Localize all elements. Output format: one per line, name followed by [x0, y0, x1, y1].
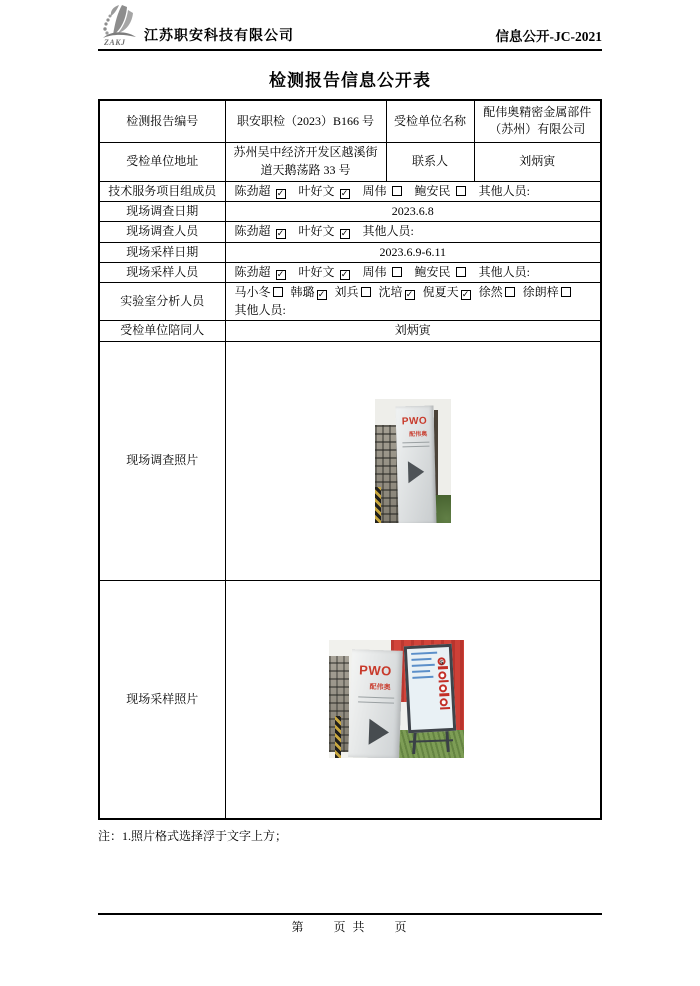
- team-label: 技术服务项目组成员: [99, 181, 225, 201]
- prohibition-sign-icon: [439, 684, 447, 692]
- staff-member: [235, 184, 286, 198]
- logo-text: ZAKJ: [104, 38, 126, 47]
- staff-member: [423, 285, 471, 299]
- document-header: [98, 0, 602, 48]
- staff-member: [415, 265, 466, 279]
- table-row: [99, 100, 601, 142]
- board-text-line: [412, 670, 430, 673]
- other-staff-label: 其他人员:: [234, 302, 286, 317]
- survey-staff-cell: [225, 222, 601, 242]
- sampling-photo-cell: [225, 580, 601, 819]
- table-row: [99, 341, 601, 580]
- table-row: [99, 580, 601, 819]
- footnote: 注：1.照片格式选择浮于文字上方；: [98, 829, 288, 844]
- team-members-cell: [225, 181, 601, 201]
- table-row: [99, 242, 601, 262]
- prohibition-sign-icon: [438, 671, 446, 679]
- checkbox-unchecked-icon: [361, 287, 371, 297]
- right-arrow-icon: [408, 461, 425, 483]
- sign-small-text: [358, 697, 394, 699]
- staff-member: [235, 285, 283, 299]
- page-title: 检测报告信息公开表: [269, 71, 431, 90]
- lab-staff-label: 实验室分析人员: [99, 283, 225, 321]
- table-row: [99, 142, 601, 181]
- checkbox-unchecked-icon: [273, 287, 283, 297]
- board-text-line: [412, 664, 435, 667]
- staff-member: [363, 184, 402, 198]
- other-staff-label: 其他人员:: [478, 265, 530, 280]
- prohibition-sign-icon: [440, 698, 448, 706]
- unit-name-label: 受检单位名称: [386, 100, 474, 142]
- table-row: [99, 283, 601, 321]
- table-row: [99, 263, 601, 283]
- survey-date-label: 现场调查日期: [99, 201, 225, 221]
- striped-pole: [375, 487, 381, 523]
- contact-value: 刘炳寅: [474, 142, 601, 181]
- page-number-text: 第 页 共 页: [291, 920, 409, 934]
- staff-member: [363, 265, 402, 279]
- staff-member-name: 陈劲超: [234, 183, 271, 198]
- staff-member: [299, 184, 350, 198]
- staff-member-name: 周伟: [362, 183, 387, 198]
- prohibition-signs: [438, 657, 451, 711]
- checkbox-unchecked-icon: [392, 267, 402, 277]
- staff-member-name: 徐然: [478, 285, 503, 300]
- site-survey-photo: [375, 399, 451, 523]
- sign-small-text: [358, 702, 394, 704]
- staff-member: [523, 285, 571, 299]
- staff-member: [235, 265, 286, 279]
- sign-small-text: [402, 441, 429, 443]
- staff-member-name: 刘兵: [334, 285, 359, 300]
- staff-member: [299, 224, 350, 238]
- survey-photo-label: 现场调查照片: [99, 341, 225, 580]
- company-logo-icon: [98, 2, 142, 48]
- checkbox-checked-icon: ✓: [405, 290, 414, 301]
- sampling-staff-label: 现场采样人员: [99, 263, 225, 283]
- staff-member: [479, 285, 515, 299]
- escort-label: 受检单位陪同人: [99, 321, 225, 341]
- contact-label: 联系人: [386, 142, 474, 181]
- staff-member-name: 周伟: [362, 265, 387, 280]
- staff-member-name: 叶好文: [298, 224, 335, 239]
- disclosure-table: [98, 99, 602, 820]
- sampling-date-value: 2023.6.9-6.11: [225, 242, 601, 262]
- report-no-label: 检测报告编号: [99, 100, 225, 142]
- table-row: [99, 321, 601, 341]
- staff-member: [291, 285, 327, 299]
- address-value: 苏州吴中经济开发区越溪街道天鹅荡路 33 号: [225, 142, 386, 181]
- sign-small-text: [402, 445, 429, 447]
- survey-photo-cell: [225, 341, 601, 580]
- survey-staff-label: 现场调查人员: [99, 222, 225, 242]
- staff-member-name: 鲍安民: [414, 183, 451, 198]
- checkbox-unchecked-icon: [456, 267, 466, 277]
- staff-member-name: 鲍安民: [414, 265, 451, 280]
- checkbox-checked-icon: ✓: [340, 229, 349, 240]
- checkbox-checked-icon: ✓: [340, 270, 349, 281]
- survey-date-value: 2023.6.8: [225, 201, 601, 221]
- checkbox-unchecked-icon: [456, 186, 466, 196]
- checkbox-checked-icon: ✓: [461, 290, 470, 301]
- staff-member-name: 陈劲超: [234, 265, 271, 280]
- staff-member-name: 徐朗梓: [522, 285, 559, 300]
- right-arrow-icon: [369, 719, 390, 746]
- doc-code: 信息公开-JC-2021: [495, 29, 602, 44]
- footer-divider: [98, 913, 602, 915]
- safety-notice-board: [404, 644, 456, 733]
- address-label: 受检单位地址: [99, 142, 225, 181]
- sign-caption: [439, 680, 449, 683]
- staff-member-name: 陈劲超: [234, 224, 271, 239]
- board-text-line: [412, 658, 432, 661]
- other-staff-label: 其他人员:: [478, 183, 530, 198]
- site-sampling-photo: [329, 640, 464, 758]
- striped-pole: [335, 716, 341, 758]
- checkbox-unchecked-icon: [392, 186, 402, 196]
- pwo-logo-text: PWO: [359, 662, 393, 679]
- checkbox-checked-icon: ✓: [276, 229, 285, 240]
- lab-staff-cell: [225, 283, 601, 321]
- sampling-date-label: 现场采样日期: [99, 242, 225, 262]
- staff-member-name: 倪夏天: [422, 285, 459, 300]
- checkbox-unchecked-icon: [561, 287, 571, 297]
- sign-caption: [440, 707, 450, 710]
- escort-value: 刘炳寅: [225, 321, 601, 341]
- unit-name-value: 配伟奥精密金属部件（苏州）有限公司: [474, 100, 601, 142]
- table-row: [99, 201, 601, 221]
- table-row: [99, 181, 601, 201]
- pwo-sign: [395, 405, 436, 522]
- sign-caption: [440, 693, 450, 696]
- checkbox-checked-icon: ✓: [340, 188, 349, 199]
- staff-member-name: 韩璐: [290, 285, 315, 300]
- pwo-logo-text: PWO: [401, 415, 428, 427]
- checkbox-checked-icon: ✓: [276, 188, 285, 199]
- pwo-subtitle-text: 配伟奥: [369, 684, 391, 692]
- sign-caption: [438, 666, 448, 669]
- staff-member: [299, 265, 350, 279]
- speed-limit-sign: 5: [438, 658, 446, 666]
- staff-member: [235, 224, 286, 238]
- checkbox-unchecked-icon: [505, 287, 515, 297]
- table-row: [99, 222, 601, 242]
- report-no-value: 职安职检（2023）B166 号: [225, 100, 386, 142]
- staff-member: [379, 285, 415, 299]
- header-divider: [98, 49, 602, 51]
- pwo-subtitle-text: 配伟奥: [408, 430, 428, 438]
- other-staff-label: 其他人员:: [362, 224, 414, 239]
- board-text-line: [413, 676, 434, 679]
- staff-member-name: 叶好文: [298, 183, 335, 198]
- staff-member: [415, 184, 466, 198]
- staff-member-name: 叶好文: [298, 265, 335, 280]
- staff-member-name: 马小冬: [234, 285, 271, 300]
- page-footer: [98, 913, 602, 935]
- pwo-sign: [348, 650, 403, 759]
- company-name: 江苏职安科技有限公司: [144, 29, 294, 44]
- board-text-line: [411, 652, 437, 655]
- checkbox-checked-icon: ✓: [276, 270, 285, 281]
- sampling-photo-label: 现场采样照片: [99, 580, 225, 819]
- checkbox-checked-icon: ✓: [317, 290, 326, 301]
- staff-member-name: 沈培: [378, 285, 403, 300]
- sampling-staff-cell: [225, 263, 601, 283]
- staff-member: [335, 285, 371, 299]
